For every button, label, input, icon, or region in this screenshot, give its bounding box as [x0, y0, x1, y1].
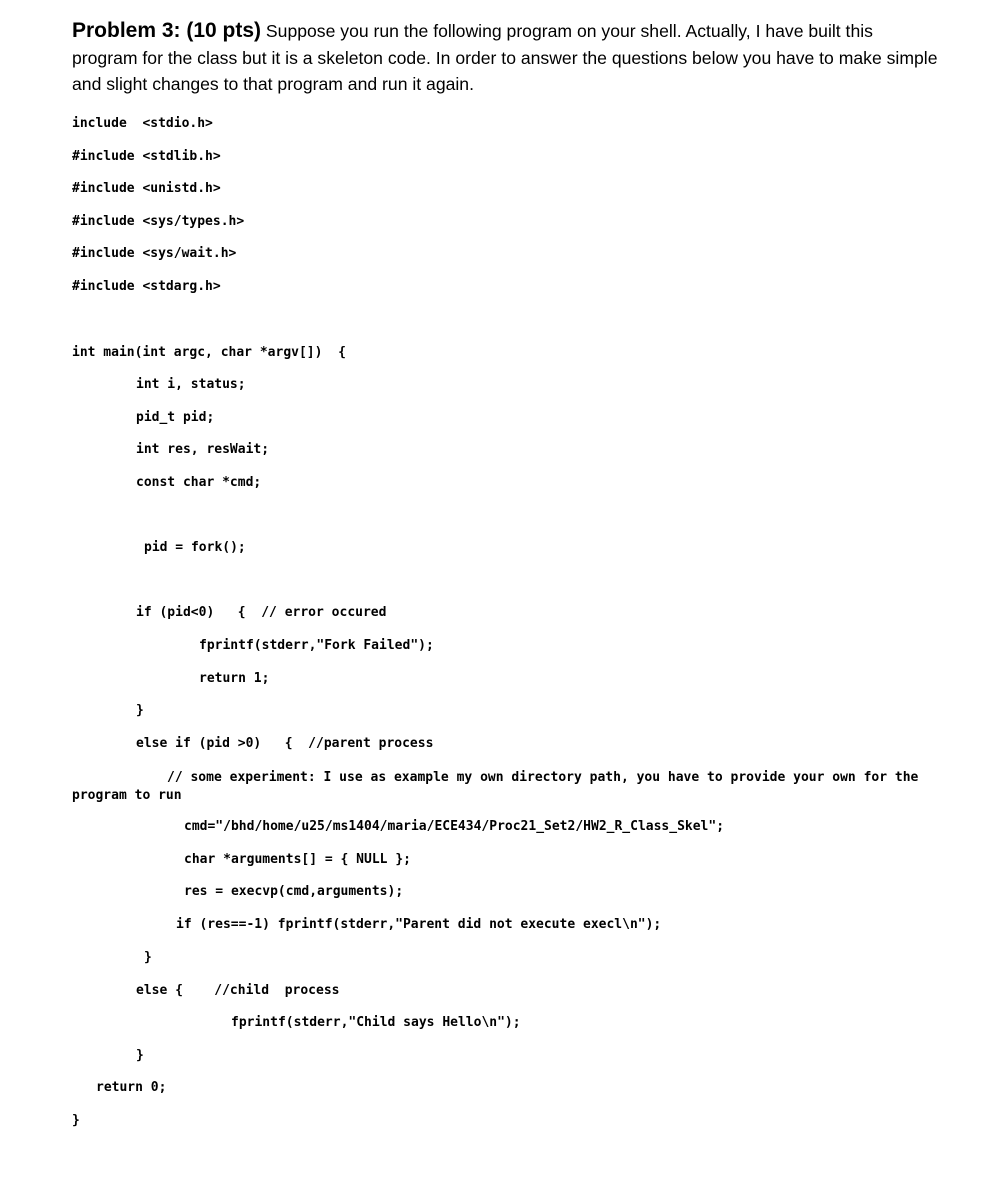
code-line-fprintf-child: fprintf(stderr,"Child says Hello\n"); — [231, 1015, 521, 1030]
code-line-comment-experiment: // some experiment: I use as example my own directory path, you have to provide your own for the program to run — [72, 770, 919, 803]
code-line-include-wait: #include <sys/wait.h> — [72, 246, 237, 261]
code-line-include-stdarg: #include <stdarg.h> — [72, 279, 221, 294]
problem-heading: Problem 3: (10 pts) — [72, 19, 262, 42]
code-line-decl-res: int res, resWait; — [136, 442, 270, 457]
code-line-fork: pid = fork(); — [144, 540, 246, 555]
code-line-else-child: else { //child process — [136, 983, 340, 998]
code-line-main-signature: int main(int argc, char *argv[]) { — [72, 345, 346, 360]
code-line-cmd-assign: cmd="/bhd/home/u25/ms1404/maria/ECE434/Proc21_Set2/HW2_R_Class_Skel"; — [184, 819, 725, 834]
code-line-fprintf-fork-failed: fprintf(stderr,"Fork Failed"); — [199, 638, 434, 653]
code-line-include-stdio: include <stdio.h> — [72, 116, 213, 131]
code-line-decl-i-status: int i, status; — [136, 377, 246, 392]
code-line-execvp: res = execvp(cmd,arguments); — [184, 884, 404, 899]
code-line-include-stdlib: #include <stdlib.h> — [72, 149, 221, 164]
code-line-close-main: } — [72, 1113, 80, 1128]
problem-body: Suppose you run the following program on your shell. Actually, I have built this program for the class but it is a skeleton code. In order to answer the questions below you have to make simple and slight changes to that program and run it again. — [72, 21, 938, 94]
code-line-include-types: #include <sys/types.h> — [72, 214, 245, 229]
code-line-if-res-fail: if (res==-1) fprintf(stderr,"Parent did not execute execl\n"); — [176, 917, 662, 932]
code-line-decl-cmd: const char *cmd; — [136, 475, 262, 490]
code-line-else-if-parent: else if (pid >0) { //parent process — [136, 736, 434, 751]
code-line-if-error: if (pid<0) { // error occured — [136, 605, 387, 620]
code-line-include-unistd: #include <unistd.h> — [72, 181, 221, 196]
code-line-close-parent: } — [144, 950, 152, 965]
code-line-close-if: } — [136, 703, 144, 718]
code-line-close-child: } — [136, 1048, 144, 1063]
code-line-return-0: return 0; — [96, 1080, 167, 1095]
code-line-return-1: return 1; — [199, 671, 270, 686]
code-line-arguments-decl: char *arguments[] = { NULL }; — [184, 852, 411, 867]
problem-statement — [72, 18, 942, 98]
code-line-decl-pid: pid_t pid; — [136, 410, 215, 425]
